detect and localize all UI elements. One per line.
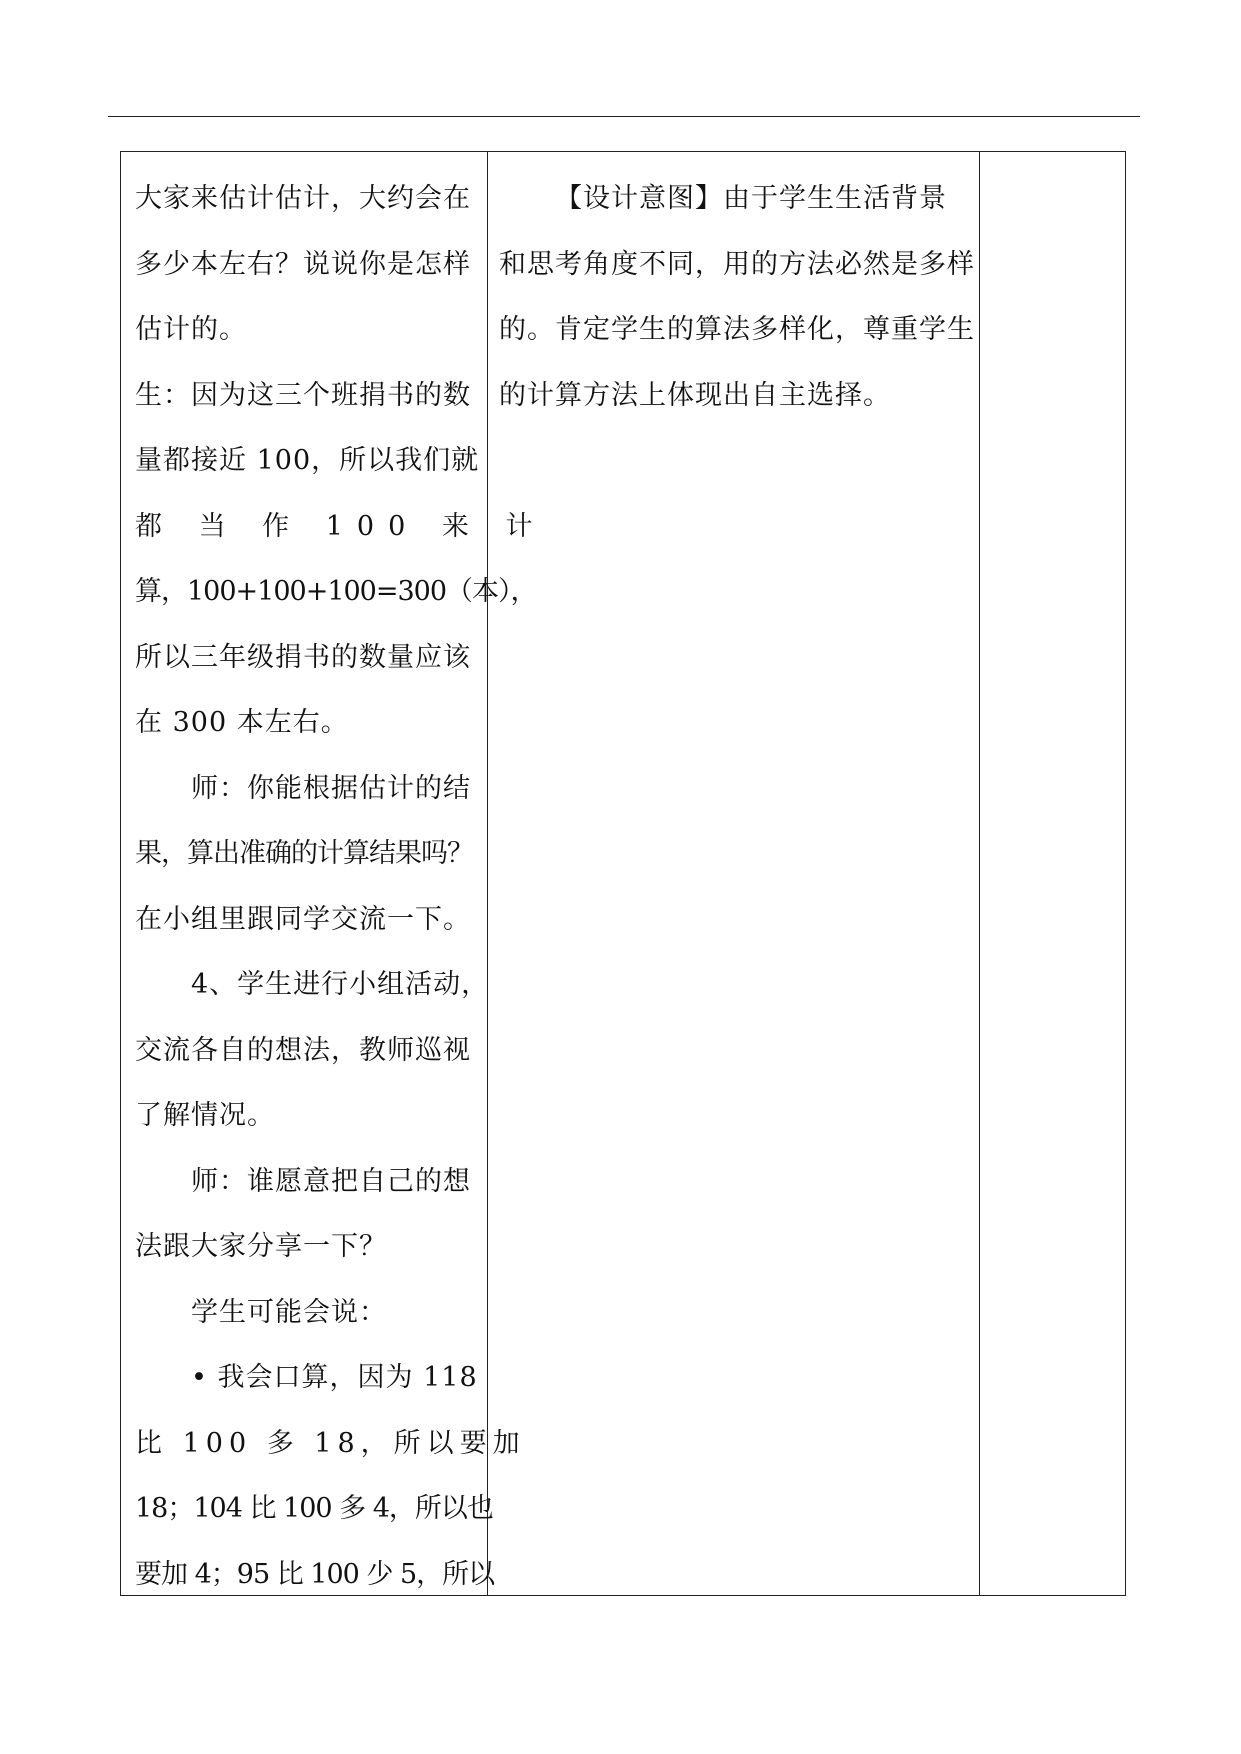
text-line: 生：因为这三个班捐书的数 (135, 379, 471, 411)
text-line: 大家来估计估计，大约会在 (135, 183, 471, 214)
text-line: 学生可能会说： (191, 1296, 387, 1328)
text-line: 18；104 比 100 多 4，所以也 (135, 1493, 493, 1524)
lesson-plan-table (120, 151, 1126, 1596)
design-intent-cell (487, 152, 979, 1595)
text-line: 的计算方法上体现出自主选择。 (499, 379, 891, 411)
text-line: 都 当 作 100 来 计 (135, 510, 547, 542)
notes-cell (979, 152, 1127, 1595)
text-line: 师：你能根据估计的结 (191, 772, 471, 804)
text-line: 果，算出准确的计算结果吗？ (135, 838, 473, 869)
text-line: 师：谁愿意把自己的想 (191, 1165, 471, 1197)
text-line: 交流各自的想法，教师巡视 (135, 1034, 471, 1066)
text-line: 估计的。 (135, 314, 247, 345)
text-line: 算，100+100+100=300（本）， (135, 576, 537, 607)
text-line: 了解情况。 (135, 1100, 275, 1131)
text-line: 多少本左右？说说你是怎样 (135, 248, 471, 280)
text-line: 比 100 多 18，所以要加 (135, 1427, 526, 1459)
text-line: 的。肯定学生的算法多样化，尊重学生 (499, 314, 975, 345)
text-line: 和思考角度不同，用的方法必然是多样 (499, 248, 975, 280)
text-line: 在小组里跟同学交流一下。 (135, 903, 471, 935)
text-line: 4、学生进行小组活动， (191, 969, 490, 1000)
text-line: 法跟大家分享一下？ (135, 1231, 387, 1262)
text-line: • 我会口算，因为 118 (191, 1362, 478, 1393)
text-line: 要加 4；95 比 100 少 5，所以 (135, 1558, 495, 1590)
text-line: 所以三年级捐书的数量应该 (135, 641, 471, 673)
text-line: 量都接近 100，所以我们就 (135, 445, 480, 476)
teaching-process-cell (121, 152, 547, 1595)
text-line: 在 300 本左右。 (135, 707, 349, 738)
text-line: 【设计意图】由于学生生活背景 (555, 183, 947, 214)
header-rule (108, 116, 1140, 117)
